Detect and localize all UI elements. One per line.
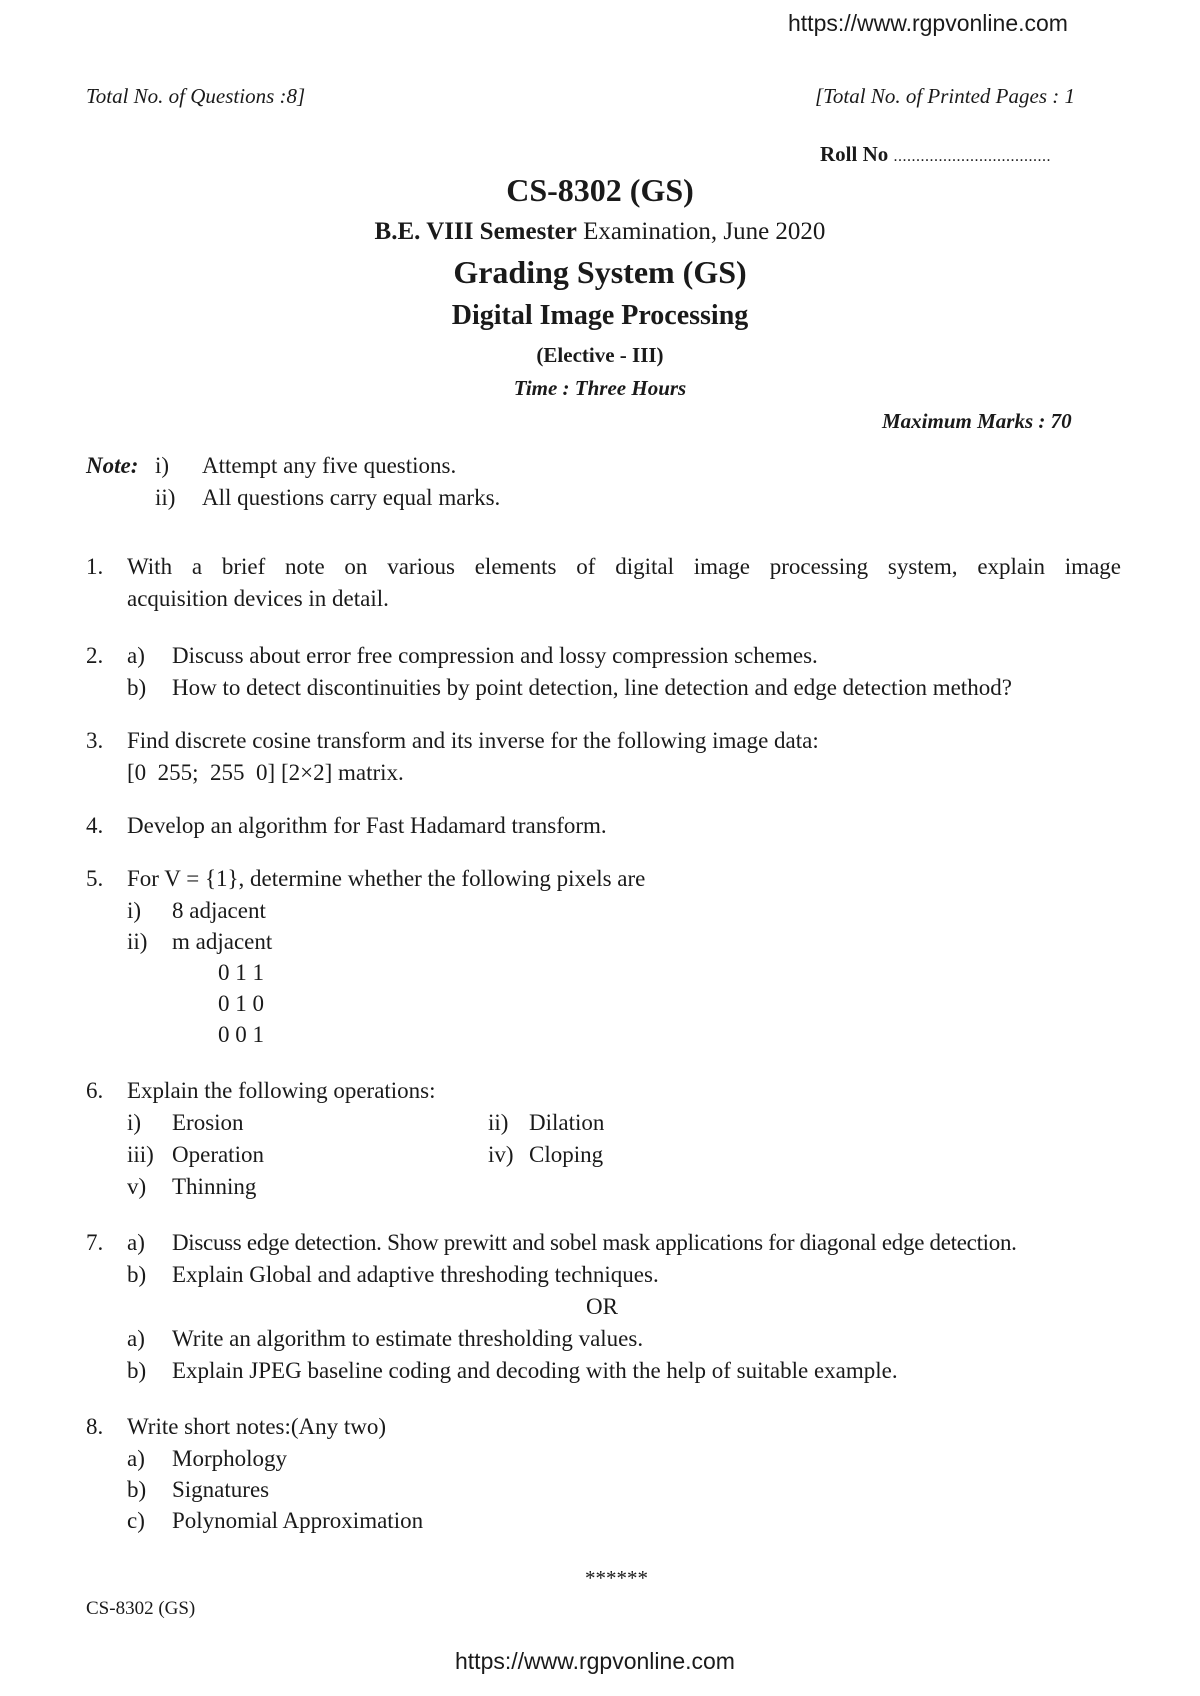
subpart-text: How to detect discontinuities by point detection, line detection and edge detection method?	[172, 675, 1012, 700]
total-questions: Total No. of Questions :8]	[86, 84, 306, 108]
subpart-label: i)	[127, 898, 142, 923]
subpart-label: iv)	[488, 1142, 514, 1167]
subpart-text: Signatures	[172, 1477, 270, 1502]
subpart-text: Polynomial Approximation	[172, 1508, 424, 1533]
roll-no	[820, 142, 1051, 167]
subpart-text: Erosion	[172, 1110, 244, 1135]
subpart-label: a)	[127, 1446, 145, 1471]
question-number: 1.	[86, 554, 104, 579]
paper-code: CS-8302 (GS)	[506, 172, 694, 208]
subpart-text: Explain JPEG baseline coding and decoding with the help of suitable example.	[172, 1358, 898, 1383]
subpart-label: c)	[127, 1508, 145, 1533]
bottom-url[interactable]: https://www.rgpvonline.com	[455, 1648, 735, 1674]
top-url[interactable]: https://www.rgpvonline.com	[788, 10, 1068, 36]
exam-date: Examination, June 2020	[583, 218, 826, 245]
subpart-label: iii)	[127, 1142, 154, 1167]
note-item-number: ii)	[155, 485, 176, 510]
question-text: With a brief note on various elements of digital image processing system, explain image	[127, 554, 1121, 579]
question-text: Explain the following operations:	[127, 1078, 436, 1103]
question-text: acquisition devices in detail.	[127, 586, 389, 611]
pixel-matrix-row: 0 1 1	[218, 960, 264, 985]
question-text: Develop an algorithm for Fast Hadamard transform.	[127, 813, 607, 838]
footer-paper-code: CS-8302 (GS)	[86, 1598, 196, 1619]
subpart-text: Discuss about error free compression and lossy compression schemes.	[172, 643, 818, 668]
subpart-label: b)	[127, 675, 147, 700]
subpart-text: Write an algorithm to estimate thresholding values.	[172, 1326, 644, 1351]
subpart-text: Operation	[172, 1142, 264, 1167]
semester-label: B.E. VIII Semester	[374, 218, 577, 245]
subpart-label: v)	[127, 1174, 147, 1199]
question-text: [0 255; 255 0] [2×2] matrix.	[127, 760, 404, 785]
subpart-text: Morphology	[172, 1446, 287, 1471]
subpart-label: a)	[127, 1326, 145, 1351]
question-number: 3.	[86, 728, 104, 753]
subpart-text: 8 adjacent	[172, 898, 266, 923]
question-number: 6.	[86, 1078, 104, 1103]
total-printed-pages: [Total No. of Printed Pages : 1	[815, 84, 1075, 108]
subpart-label: a)	[127, 1230, 145, 1255]
question-text: Find discrete cosine transform and its inverse for the following image data:	[127, 728, 819, 753]
semester-line	[0, 218, 1200, 246]
subpart-label: i)	[127, 1110, 142, 1135]
subpart-text: Dilation	[529, 1110, 605, 1135]
question-text: For V = {1}, determine whether the following pixels are	[127, 866, 646, 891]
pixel-matrix-row: 0 1 0	[218, 991, 264, 1016]
pixel-matrix-row: 0 0 1	[218, 1022, 264, 1047]
question-text: Write short notes:(Any two)	[127, 1414, 387, 1439]
note-item: All questions carry equal marks.	[202, 485, 501, 510]
note-item: Attempt any five questions.	[202, 453, 457, 478]
or-separator: OR	[586, 1294, 618, 1319]
question-number: 7.	[86, 1230, 104, 1255]
note-item-number: i)	[155, 453, 170, 478]
subpart-text: Discuss edge detection. Show prewitt and sobel mask applications for diagonal edge detection.	[172, 1230, 1017, 1255]
elective: (Elective - III)	[536, 343, 664, 367]
grading-system: Grading System (GS)	[453, 254, 747, 290]
subpart-label: ii)	[488, 1110, 509, 1135]
subpart-label: b)	[127, 1477, 147, 1502]
subpart-text: m adjacent	[172, 929, 273, 954]
subpart-text: Explain Global and adaptive threshoding techniques.	[172, 1262, 659, 1287]
roll-no-label: Roll No	[820, 142, 889, 166]
subpart-label: a)	[127, 643, 145, 668]
question-number: 5.	[86, 866, 104, 891]
question-number: 4.	[86, 813, 104, 838]
question-number: 2.	[86, 643, 104, 668]
subpart-label: b)	[127, 1358, 147, 1383]
subject-title: Digital Image Processing	[451, 300, 749, 331]
subpart-text: Cloping	[529, 1142, 604, 1167]
subpart-label: b)	[127, 1262, 147, 1287]
end-stars: ******	[585, 1566, 648, 1590]
note-label: Note:	[86, 453, 139, 478]
subpart-label: ii)	[127, 929, 148, 954]
maximum-marks: Maximum Marks : 70	[882, 409, 1072, 433]
roll-no-dots: ...................................	[893, 148, 1051, 165]
time-allowed: Time : Three Hours	[513, 376, 687, 400]
question-number: 8.	[86, 1414, 104, 1439]
subpart-text: Thinning	[172, 1174, 257, 1199]
